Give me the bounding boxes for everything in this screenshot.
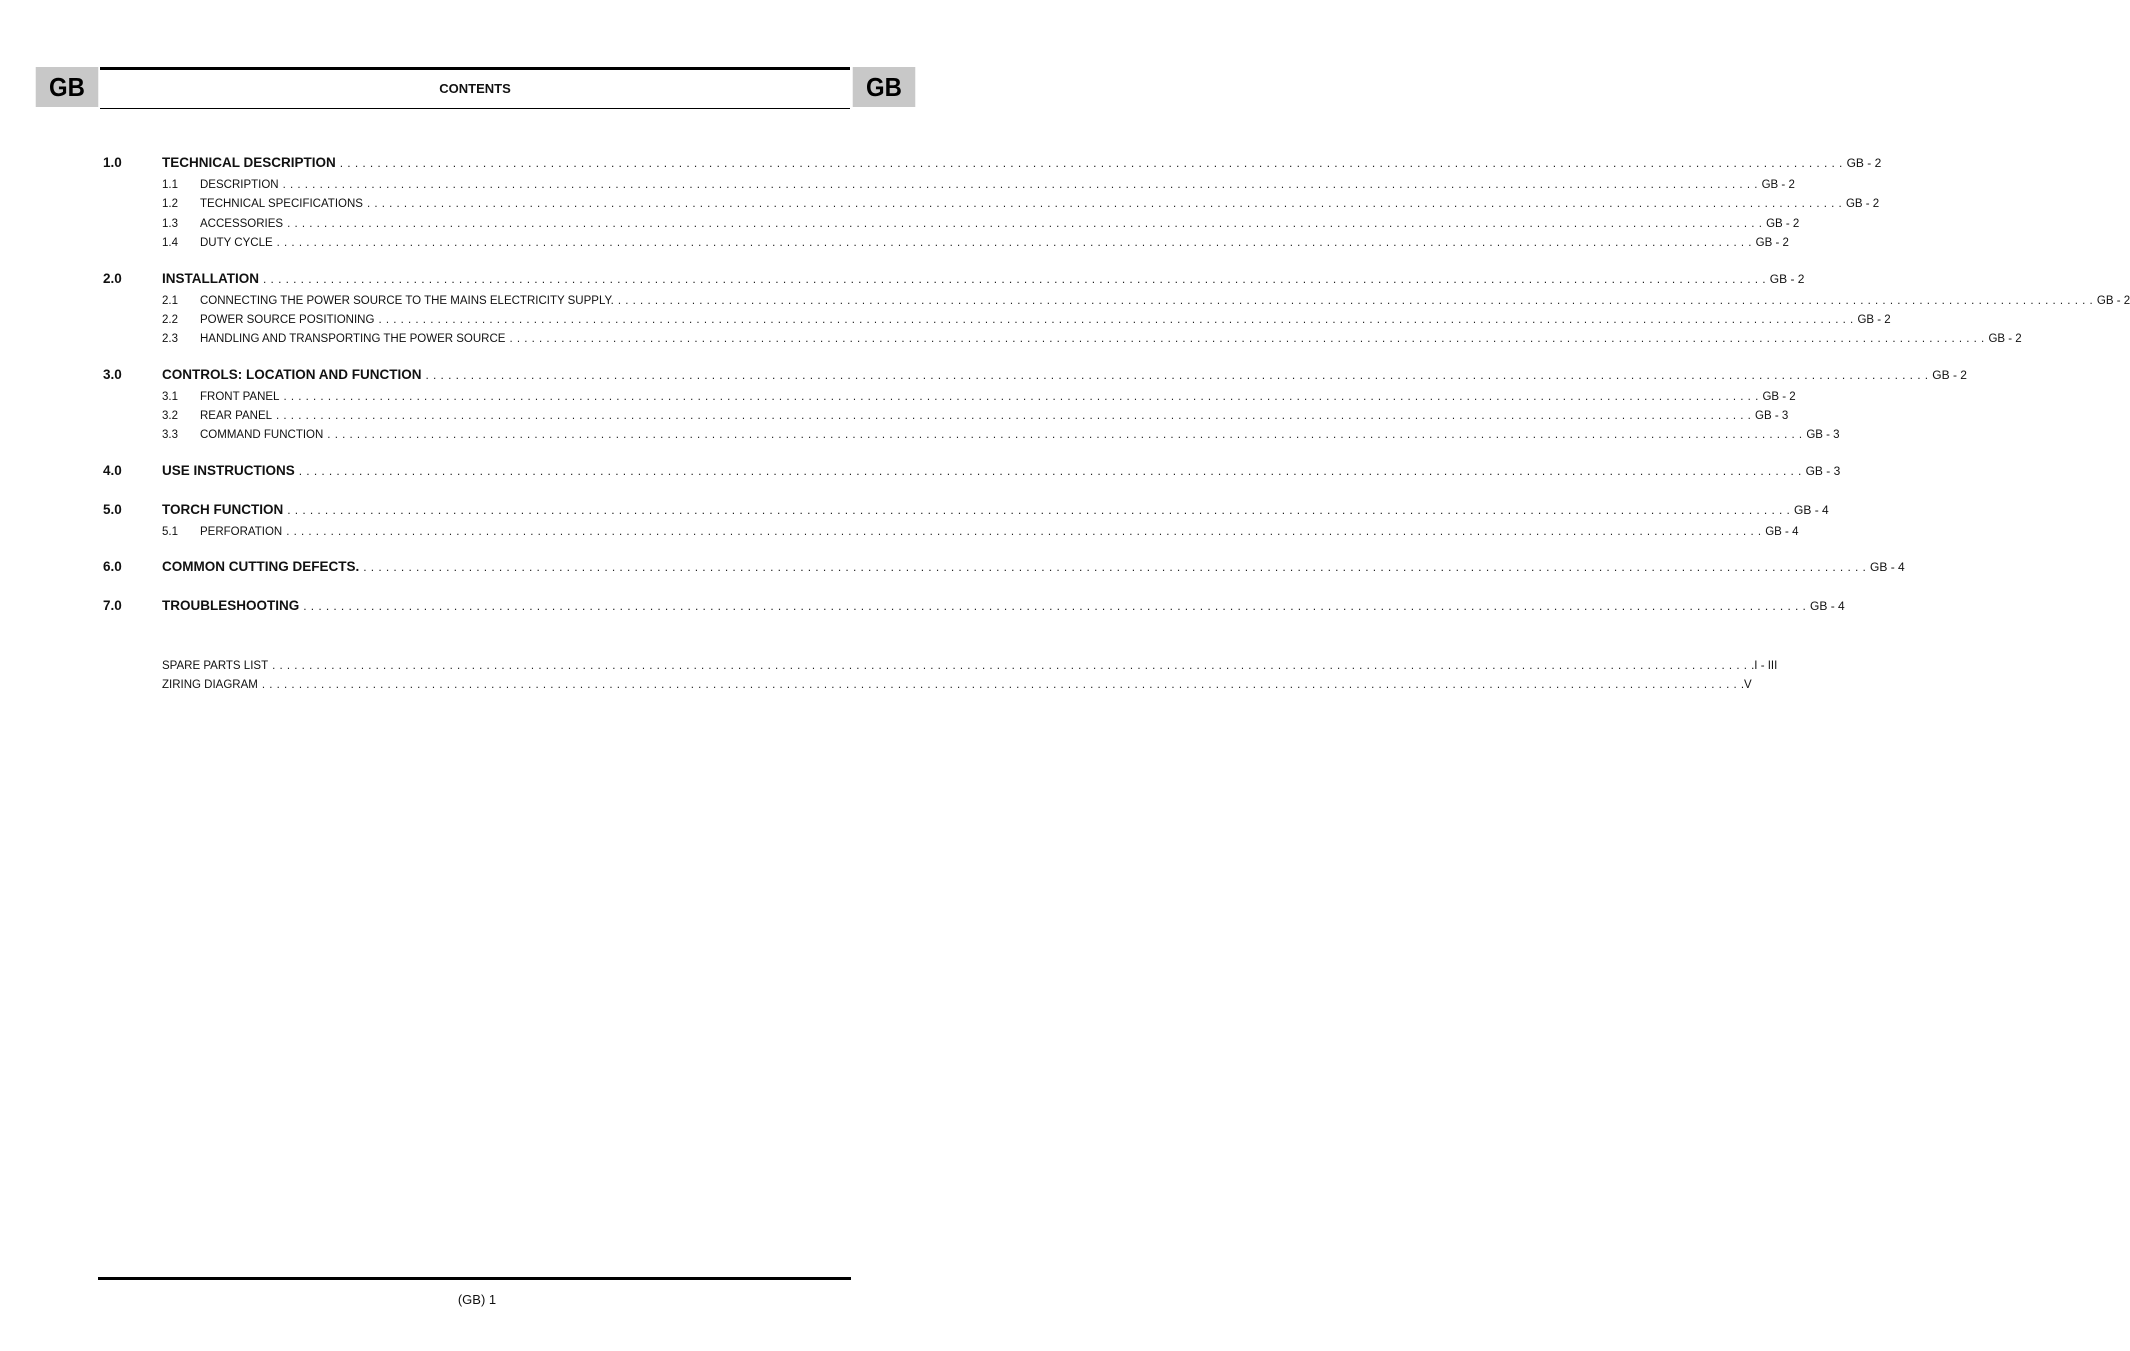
toc-entry-sub[interactable] [162,295,2130,313]
toc-entry-page: GB - 2 [1857,314,1891,326]
toc-entry-page: GB - 2 [1988,333,2022,345]
toc-entry-title: ACCESSORIES [200,218,284,230]
toc-entry-page: GB - 3 [1805,464,1841,478]
dot-leader: ........................................................................................................................................................................................................ [287,503,1795,517]
toc-entry-page: GB - 2 [1846,156,1882,170]
toc-entry-title: CONNECTING THE POWER SOURCE TO THE MAINS ELECTRICITY SUPPLY. [200,295,614,307]
language-badge-left: GB [36,67,99,107]
toc-entry-page: GB - 4 [1765,526,1799,538]
toc-entry-title: POWER SOURCE POSITIONING [200,314,375,326]
toc-entry-page: GB - 2 [1762,391,1796,403]
toc-entry-number: 3.2 [162,410,178,422]
toc-entry-title: DUTY CYCLE [200,237,273,249]
toc-entry-main[interactable] [103,155,1882,173]
dot-leader: ........................................................................................................................................................................................................ [276,410,1756,422]
toc-entry-page: GB - 2 [2096,295,2130,307]
toc-entry-title: TROUBLESHOOTING [162,598,300,613]
toc-entry-sub[interactable] [162,179,1795,197]
dot-leader: ........................................................................................................................................................................................................ [617,295,2097,307]
toc-entry-number: 3.1 [162,391,178,403]
toc-entry-page: GB - 4 [1794,503,1829,517]
toc-entry-title: TECHNICAL SPECIFICATIONS [200,198,363,210]
dot-leader: ........................................................................................................................................................................................................ [425,368,1933,382]
toc-entry-title: HANDLING AND TRANSPORTING THE POWER SOURCE [200,333,506,345]
dot-leader: ........................................................................................................................................................................................................ [366,198,1846,210]
toc-entry-number: 2.1 [162,295,178,307]
toc-entry-number: 6.0 [103,559,122,574]
toc-entry-number: 2.2 [162,314,178,326]
dot-leader: ........................................................................................................................................................................................................ [261,679,1741,691]
toc-entry-title: PERFORATION [200,526,283,538]
dot-leader: ........................................................................................................................................................................................................ [378,314,1858,326]
dot-leader: ........................................................................................................................................................................................................ [272,660,1752,672]
toc-entry-page: GB - 2 [1932,368,1967,382]
language-badge-right: GB [853,67,916,107]
toc-entry-page: .V [1740,679,1752,691]
toc-entry-page: GB - 3 [1755,410,1789,422]
toc-entry-sub[interactable] [162,218,1800,236]
toc-entry-number: 2.3 [162,333,178,345]
toc-entry-sub[interactable] [162,391,1796,409]
toc-entry-title: TORCH FUNCTION [162,502,284,517]
toc-entry-page: GB - 2 [1755,237,1789,249]
dot-leader: ........................................................................................................................................................................................................ [287,218,1767,230]
toc-entry-page: .I - III [1751,660,1778,672]
toc-entry-page: GB - 4 [1870,560,1905,574]
page-title: CONTENTS [100,67,850,109]
toc-entry-number: 1.4 [162,237,178,249]
toc-entry-sub[interactable] [162,333,2022,351]
dot-leader: ........................................................................................................................................................................................................ [276,237,1756,249]
toc-entry-title: ZIRING DIAGRAM [162,679,258,691]
toc-entry-number: 5.1 [162,526,178,538]
toc-entry-sub[interactable] [162,526,1799,544]
toc-entry-extra[interactable] [162,679,1752,697]
toc-entry-number: 1.2 [162,198,178,210]
toc-entry-title: CONTROLS: LOCATION AND FUNCTION [162,367,422,382]
toc-entry-sub[interactable] [162,198,1880,216]
toc-entry-number: 3.3 [162,429,178,441]
toc-entry-number: 1.1 [162,179,178,191]
toc-entry-main[interactable] [103,463,1841,481]
toc-entry-number: 1.0 [103,155,122,170]
toc-entry-title: COMMAND FUNCTION [200,429,324,441]
toc-entry-sub[interactable] [162,410,1789,428]
toc-entry-title: TECHNICAL DESCRIPTION [162,155,336,170]
toc-entry-number: 2.0 [103,271,122,286]
toc-entry-main[interactable] [103,271,1805,289]
page-number: (GB) 1 [457,1292,497,1307]
toc-entry-page: GB - 2 [1761,179,1795,191]
toc-entry-number: 4.0 [103,463,122,478]
toc-entry-number: 7.0 [103,598,122,613]
toc-entry-main[interactable] [103,502,1829,520]
toc-entry-title: SPARE PARTS LIST [162,660,269,672]
dot-leader: ........................................................................................................................................................................................................ [283,391,1763,403]
toc-entry-page: GB - 3 [1806,429,1840,441]
toc-entry-sub[interactable] [162,429,1840,447]
toc-entry-title: COMMON CUTTING DEFECTS. [162,559,360,574]
dot-leader: ........................................................................................................................................................................................................ [303,599,1811,613]
toc-entry-title: DESCRIPTION [200,179,279,191]
toc-entry-number: 5.0 [103,502,122,517]
dot-leader: ........................................................................................................................................................................................................ [509,333,1989,345]
toc-entry-page: GB - 4 [1810,599,1845,613]
toc-entry-main[interactable] [103,559,1905,577]
toc-entry-number: 3.0 [103,367,122,382]
dot-leader: ........................................................................................................................................................................................................ [282,179,1762,191]
toc-entry-number: 1.3 [162,218,178,230]
toc-entry-main[interactable] [103,367,1967,385]
toc-entry-page: GB - 2 [1845,198,1880,210]
dot-leader: ........................................................................................................................................................................................................ [298,464,1806,478]
toc-entry-sub[interactable] [162,237,1789,255]
toc-entry-extra[interactable] [162,660,1778,678]
dot-leader: ........................................................................................................................................................................................................ [286,526,1766,538]
dot-leader: ........................................................................................................................................................................................................ [339,156,1847,170]
toc-entry-page: GB - 2 [1769,272,1805,286]
footer-divider [98,1277,851,1280]
toc-entry-title: FRONT PANEL [200,391,280,403]
toc-entry-title: INSTALLATION [162,271,259,286]
dot-leader: ........................................................................................................................................................................................................ [363,560,1871,574]
toc-entry-title: USE INSTRUCTIONS [162,463,295,478]
dot-leader: ........................................................................................................................................................................................................ [327,429,1807,441]
toc-entry-title: REAR PANEL [200,410,273,422]
toc-entry-page: GB - 2 [1766,218,1800,230]
toc-entry-main[interactable] [103,598,1845,616]
toc-entry-sub[interactable] [162,314,1891,332]
dot-leader: ........................................................................................................................................................................................................ [263,272,1770,286]
